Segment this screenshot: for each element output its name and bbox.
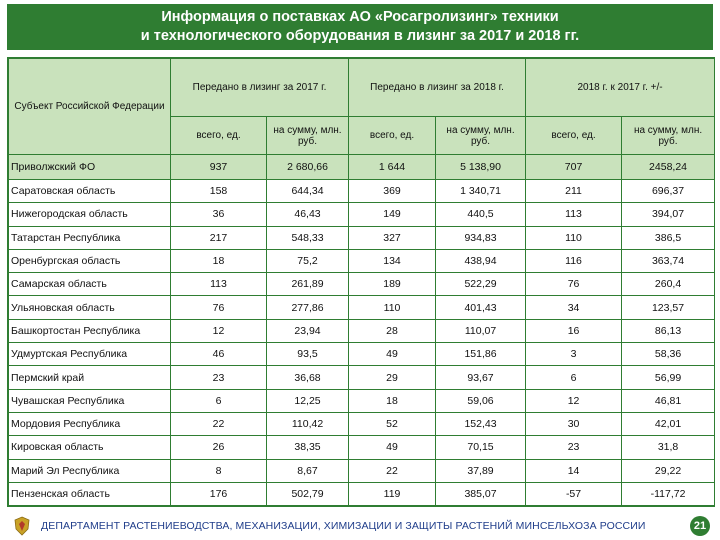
row-subject: Чувашская Республика — [9, 389, 171, 412]
row-count-diff: 34 — [526, 296, 622, 319]
header-group-2017: Передано в лизинг за 2017 г. — [171, 59, 349, 117]
row-sum-2018: 522,29 — [436, 273, 526, 296]
row-count-2017: 76 — [171, 296, 267, 319]
row-count-2018: 49 — [349, 436, 436, 459]
row-sum-2017: 23,94 — [267, 319, 349, 342]
row-count-2017: 6 — [171, 389, 267, 412]
row-sum-2018: 151,86 — [436, 343, 526, 366]
row-subject: Пензенская область — [9, 482, 171, 505]
table-row — [9, 482, 715, 505]
row-sum-2018: 934,83 — [436, 226, 526, 249]
header-count-diff: всего, ед. — [526, 117, 622, 155]
row-sum-2018: 70,15 — [436, 436, 526, 459]
row-count-2017: 12 — [171, 319, 267, 342]
row-count-2017: 158 — [171, 180, 267, 203]
row-sum-diff: 58,36 — [622, 343, 715, 366]
table-row — [9, 412, 715, 435]
table-row — [9, 459, 715, 482]
table-row — [9, 343, 715, 366]
table-row — [9, 226, 715, 249]
row-subject: Самарская область — [9, 273, 171, 296]
page-number-badge: 21 — [690, 516, 710, 536]
row-subject: Марий Эл Республика — [9, 459, 171, 482]
row-sum-2017: 38,35 — [267, 436, 349, 459]
footer — [7, 514, 713, 538]
row-subject: Удмуртская Республика — [9, 343, 171, 366]
row-sum-2018: 110,07 — [436, 319, 526, 342]
row-sum-2018: 93,67 — [436, 366, 526, 389]
header-sum-2018: на сумму, млн. руб. — [436, 117, 526, 155]
row-sum-2017: 93,5 — [267, 343, 349, 366]
table-row — [9, 436, 715, 459]
row-count-2017: 23 — [171, 366, 267, 389]
row-count-2018: 52 — [349, 412, 436, 435]
row-count-diff: 76 — [526, 273, 622, 296]
table-row — [9, 180, 715, 203]
row-sum-2017: 548,33 — [267, 226, 349, 249]
row-count-2017: 8 — [171, 459, 267, 482]
row-count-2017: 176 — [171, 482, 267, 505]
row-count-2018: 327 — [349, 226, 436, 249]
header-group-diff: 2018 г. к 2017 г. +/- — [526, 59, 715, 117]
row-subject: Мордовия Республика — [9, 412, 171, 435]
row-count-2018: 1 644 — [349, 155, 436, 180]
footer-department: ДЕПАРТАМЕНТ РАСТЕНИЕВОДСТВА, МЕХАНИЗАЦИИ, ХИМИЗАЦИИ И ЗАЩИТЫ РАСТЕНИЙ МИНСЕЛЬХОЗА РОССИИ — [41, 520, 646, 532]
row-sum-2018: 440,5 — [436, 203, 526, 226]
row-subject: Ульяновская область — [9, 296, 171, 319]
row-count-diff: 116 — [526, 249, 622, 272]
table-row-total — [9, 155, 715, 180]
row-sum-diff: 123,57 — [622, 296, 715, 319]
row-count-2018: 110 — [349, 296, 436, 319]
row-count-diff: 14 — [526, 459, 622, 482]
row-sum-2017: 261,89 — [267, 273, 349, 296]
row-count-2018: 119 — [349, 482, 436, 505]
row-sum-2017: 502,79 — [267, 482, 349, 505]
row-count-diff: 707 — [526, 155, 622, 180]
row-count-2018: 22 — [349, 459, 436, 482]
row-subject: Нижегородская область — [9, 203, 171, 226]
row-count-2017: 26 — [171, 436, 267, 459]
row-count-2017: 113 — [171, 273, 267, 296]
header-sum-diff: на сумму, млн. руб. — [622, 117, 715, 155]
row-sum-diff: 31,8 — [622, 436, 715, 459]
ministry-emblem-icon — [13, 516, 31, 536]
row-sum-diff: 46,81 — [622, 389, 715, 412]
row-sum-2018: 401,43 — [436, 296, 526, 319]
row-count-diff: 23 — [526, 436, 622, 459]
row-subject: Кировская область — [9, 436, 171, 459]
row-sum-diff: 42,01 — [622, 412, 715, 435]
row-sum-2018: 438,94 — [436, 249, 526, 272]
row-count-2018: 189 — [349, 273, 436, 296]
row-count-diff: 12 — [526, 389, 622, 412]
row-sum-2017: 46,43 — [267, 203, 349, 226]
row-sum-diff: 363,74 — [622, 249, 715, 272]
row-sum-diff: 260,4 — [622, 273, 715, 296]
row-sum-2017: 8,67 — [267, 459, 349, 482]
row-count-diff: 30 — [526, 412, 622, 435]
row-sum-2018: 59,06 — [436, 389, 526, 412]
table-row — [9, 296, 715, 319]
table-row — [9, 389, 715, 412]
row-subject: Приволжский ФО — [9, 155, 171, 180]
row-sum-2018: 152,43 — [436, 412, 526, 435]
table-row — [9, 273, 715, 296]
row-count-2018: 134 — [349, 249, 436, 272]
row-count-diff: 6 — [526, 366, 622, 389]
table-row — [9, 249, 715, 272]
row-count-2017: 937 — [171, 155, 267, 180]
table-row — [9, 203, 715, 226]
header-count-2017: всего, ед. — [171, 117, 267, 155]
row-sum-2017: 2 680,66 — [267, 155, 349, 180]
row-count-2018: 18 — [349, 389, 436, 412]
row-count-2018: 29 — [349, 366, 436, 389]
row-subject: Саратовская область — [9, 180, 171, 203]
row-sum-2018: 1 340,71 — [436, 180, 526, 203]
row-subject: Башкортостан Республика — [9, 319, 171, 342]
row-count-diff: 211 — [526, 180, 622, 203]
row-sum-2017: 75,2 — [267, 249, 349, 272]
row-sum-2017: 277,86 — [267, 296, 349, 319]
header-group-2018: Передано в лизинг за 2018 г. — [349, 59, 526, 117]
row-count-2018: 369 — [349, 180, 436, 203]
row-sum-2018: 37,89 — [436, 459, 526, 482]
row-sum-2018: 5 138,90 — [436, 155, 526, 180]
slide-title — [7, 4, 713, 50]
row-sum-diff: 29,22 — [622, 459, 715, 482]
row-sum-2017: 644,34 — [267, 180, 349, 203]
row-sum-diff: 394,07 — [622, 203, 715, 226]
row-count-2018: 28 — [349, 319, 436, 342]
row-count-2018: 49 — [349, 343, 436, 366]
row-count-2017: 36 — [171, 203, 267, 226]
row-subject: Оренбургская область — [9, 249, 171, 272]
row-sum-2017: 110,42 — [267, 412, 349, 435]
row-count-diff: 113 — [526, 203, 622, 226]
leasing-table — [8, 58, 715, 506]
leasing-table-container — [7, 57, 715, 507]
row-sum-diff: 696,37 — [622, 180, 715, 203]
row-count-2017: 46 — [171, 343, 267, 366]
row-sum-2018: 385,07 — [436, 482, 526, 505]
row-count-diff: 110 — [526, 226, 622, 249]
header-sum-2017: на сумму, млн. руб. — [267, 117, 349, 155]
row-sum-diff: 86,13 — [622, 319, 715, 342]
row-count-2017: 22 — [171, 412, 267, 435]
header-count-2018: всего, ед. — [349, 117, 436, 155]
row-sum-2017: 12,25 — [267, 389, 349, 412]
row-sum-diff: -117,72 — [622, 482, 715, 505]
row-sum-2017: 36,68 — [267, 366, 349, 389]
table-row — [9, 366, 715, 389]
title-line-2: и технологического оборудования в лизинг за 2017 и 2018 гг. — [140, 28, 580, 44]
header-subject: Субъект Российской Федерации — [9, 59, 171, 155]
row-sum-diff: 2458,24 — [622, 155, 715, 180]
row-sum-diff: 56,99 — [622, 366, 715, 389]
row-count-diff: 3 — [526, 343, 622, 366]
row-sum-diff: 386,5 — [622, 226, 715, 249]
row-count-2017: 217 — [171, 226, 267, 249]
title-line-1: Информация о поставках АО «Росагролизинг» техники — [161, 9, 559, 25]
row-count-2017: 18 — [171, 249, 267, 272]
row-count-2018: 149 — [349, 203, 436, 226]
row-count-diff: 16 — [526, 319, 622, 342]
row-count-diff: -57 — [526, 482, 622, 505]
row-subject: Пермский край — [9, 366, 171, 389]
row-subject: Татарстан Республика — [9, 226, 171, 249]
table-row — [9, 319, 715, 342]
